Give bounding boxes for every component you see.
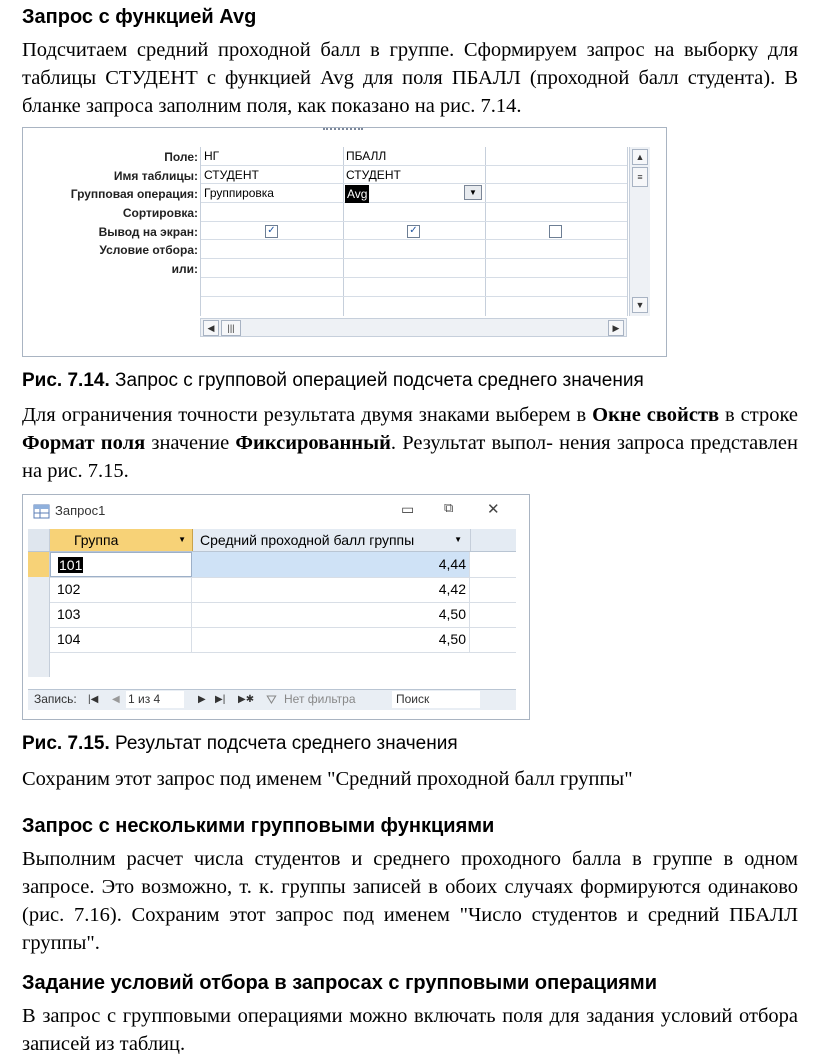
grid-cell-or-2[interactable] [343, 259, 485, 278]
grid-cell-groupop-2[interactable] [343, 184, 485, 203]
prev-record-icon[interactable]: ◀ [112, 694, 120, 705]
close-icon[interactable]: ✕ [487, 501, 500, 518]
grid-cell-empty-1[interactable] [201, 278, 343, 297]
figure-caption-7-14 [22, 370, 644, 392]
grid-cell-sort-3[interactable] [485, 203, 627, 222]
caption-text: Запрос с групповой операцией подсчета среднего значения [109, 370, 644, 391]
filter-status[interactable]: Нет фильтра [284, 692, 356, 706]
paragraph-multiple: Выполним расчет числа студентов и среднего проходного балла в группе в одном запросе. Это возможно, т. к. группы записей в обоих случаях формируются одинаково (рис. 7.16). Сохраним этот запрос под именем "Число студентов и средний ПБАЛЛ группы". [22, 848, 798, 954]
grid-cell-sort-1[interactable] [201, 203, 343, 222]
first-record-icon[interactable]: |◀ [88, 694, 99, 705]
record-selector[interactable] [28, 652, 50, 677]
grid-cell-table-2[interactable]: СТУДЕНТ [343, 166, 485, 185]
record-navigation-bar [28, 689, 516, 710]
restore-icon[interactable]: ⧉ [444, 500, 454, 515]
design-grid [200, 147, 628, 316]
grid-cell-table-1[interactable]: СТУДЕНТ [201, 166, 343, 185]
table-row[interactable] [28, 602, 516, 628]
bold-term-field-format: Формат поля [22, 432, 146, 454]
cell-avg[interactable]: 4,42 [192, 577, 470, 602]
row-labels [23, 148, 198, 279]
cell-avg[interactable]: 4,44 [192, 552, 470, 577]
group-op-select-value[interactable]: Avg [347, 187, 368, 202]
grid-cell-field-1[interactable]: НГ [201, 147, 343, 166]
table-row[interactable] [28, 577, 516, 603]
grid-cell-or-1[interactable] [201, 259, 343, 278]
section-heading-multiple: Запрос с несколькими групповыми функциями [22, 815, 495, 837]
figure-caption-7-15 [22, 733, 458, 755]
show-checkbox-2[interactable]: ✓ [407, 225, 420, 238]
bold-term-fixed: Фиксированный [235, 432, 391, 454]
column-header-avg-label: Средний проходной балл группы [200, 532, 415, 548]
scroll-up-icon[interactable]: ▲ [632, 149, 648, 165]
datasheet-header [28, 529, 516, 552]
query-design-grid-figure [22, 127, 667, 357]
text-run: в строке [719, 404, 798, 426]
show-checkbox-3[interactable] [549, 225, 562, 238]
row-label-field: Поле: [164, 150, 198, 164]
grid-cell-or-3[interactable] [485, 259, 627, 278]
dropdown-arrow-icon[interactable]: ▼ [464, 185, 482, 200]
text-run: . Результат выпол- нения запроса представлен на рис. 7.15. [22, 432, 798, 482]
row-label-show: Вывод на экран: [98, 224, 198, 239]
select-all-corner[interactable] [28, 529, 50, 551]
sort-dropdown-icon[interactable]: ▼ [178, 535, 186, 544]
grid-cell-empty-2[interactable] [343, 278, 485, 297]
paragraph-save: Сохраним этот запрос под именем "Средний проходной балл группы" [22, 768, 633, 790]
new-record-row[interactable] [28, 652, 516, 677]
row-label-or: или: [171, 262, 198, 277]
query-table-icon [33, 503, 51, 519]
next-record-icon[interactable]: ▶ [198, 694, 206, 705]
grid-cell-criteria-2[interactable] [343, 241, 485, 260]
record-selector[interactable] [28, 577, 50, 602]
grid-cell-show-2 [343, 222, 485, 241]
record-label: Запись: [34, 692, 77, 706]
scroll-thumb[interactable]: ≡ [632, 167, 648, 187]
column-header-avg[interactable] [192, 529, 471, 551]
scroll-down-icon[interactable]: ▼ [632, 297, 648, 313]
paragraph-format [22, 401, 798, 485]
section-heading-criteria: Задание условий отбора в запросах с групповыми операциями [22, 972, 658, 994]
caption-text: Результат подсчета среднего значения [109, 733, 458, 754]
row-label-sort: Сортировка: [122, 206, 198, 221]
cell-group[interactable]: 103 [50, 602, 192, 627]
grid-cell-criteria-1[interactable] [201, 241, 343, 260]
grid-cell-sort-2[interactable] [343, 203, 485, 222]
caption-label: Рис. 7.14. [22, 370, 110, 391]
record-selector[interactable] [28, 627, 50, 652]
grid-cell-table-3[interactable] [485, 166, 627, 185]
paragraph-intro: Подсчитаем средний проходной балл в группе. Сформируем запрос на выборку для таблицы СТУДЕНТ с функцией Avg для поля ПБАЛЛ (проходной балл студента). В бланке запроса заполним поля, как показано на рис. 7.14. [22, 39, 798, 117]
grid-cell-show-1 [201, 222, 343, 241]
window-titlebar [23, 495, 529, 525]
text-run: Для ограничения точности результата двумя знаками выберем в [22, 404, 593, 426]
cell-group[interactable] [50, 552, 192, 577]
grid-cell-groupop-3[interactable] [485, 184, 627, 203]
cell-avg[interactable]: 4,50 [192, 627, 470, 652]
grid-cell-empty-3[interactable] [485, 278, 627, 297]
show-checkbox-1[interactable]: ✓ [265, 225, 278, 238]
minimize-icon[interactable]: ▭ [401, 501, 415, 517]
cell-group-value: 101 [59, 557, 83, 573]
filter-icon: ⛛ [266, 692, 277, 707]
scroll-right-icon[interactable]: ▶ [608, 320, 624, 336]
record-selector[interactable] [28, 602, 50, 627]
grid-cell-criteria-3[interactable] [485, 241, 627, 260]
record-position-field[interactable]: 1 из 4 [126, 691, 184, 708]
grid-column-3[interactable] [485, 147, 628, 316]
caption-label: Рис. 7.15. [22, 733, 110, 754]
cell-group[interactable]: 102 [50, 577, 192, 602]
grid-column-1[interactable] [201, 147, 344, 316]
grid-cell-groupop-1[interactable]: Группировка [201, 184, 343, 203]
cell-group[interactable]: 104 [50, 627, 192, 652]
grid-cell-field-2[interactable]: ПБАЛЛ [343, 147, 485, 166]
grid-column-2[interactable] [343, 147, 486, 316]
last-record-icon[interactable]: ▶| [215, 694, 226, 705]
column-header-group-label: Группа [74, 532, 119, 548]
new-record-icon[interactable]: ▶✱ [238, 694, 255, 705]
table-row[interactable] [28, 627, 516, 653]
query-result-window [22, 494, 530, 720]
column-header-group[interactable] [50, 529, 193, 551]
horizontal-scrollbar[interactable] [200, 318, 627, 337]
grid-cell-show-3 [485, 222, 627, 241]
row-label-table: Имя таблицы: [113, 168, 198, 183]
row-label-group-op: Групповая операция: [70, 187, 198, 202]
scroll-left-icon[interactable]: ◀ [203, 320, 219, 336]
grid-cell-field-3[interactable] [485, 147, 627, 166]
text-run: значение [145, 432, 236, 454]
hscroll-thumb[interactable]: ||| [221, 320, 241, 336]
bold-term-properties-window: Окне свойств [592, 404, 720, 426]
row-label-criteria: Условие отбора: [99, 243, 198, 258]
record-selector[interactable] [28, 552, 50, 577]
splitter-grip[interactable] [323, 128, 363, 133]
vertical-scrollbar[interactable] [629, 147, 650, 316]
search-input[interactable]: Поиск [392, 691, 480, 708]
section-heading-avg: Запрос с функцией Avg [22, 6, 257, 28]
sort-dropdown-icon[interactable]: ▼ [454, 535, 462, 544]
table-row[interactable] [28, 552, 516, 578]
cell-avg[interactable]: 4,50 [192, 602, 470, 627]
paragraph-criteria: В запрос с групповыми операциями можно включать поля для задания условий отбора записей из таблиц. [22, 1005, 798, 1055]
window-title: Запрос1 [55, 503, 106, 518]
